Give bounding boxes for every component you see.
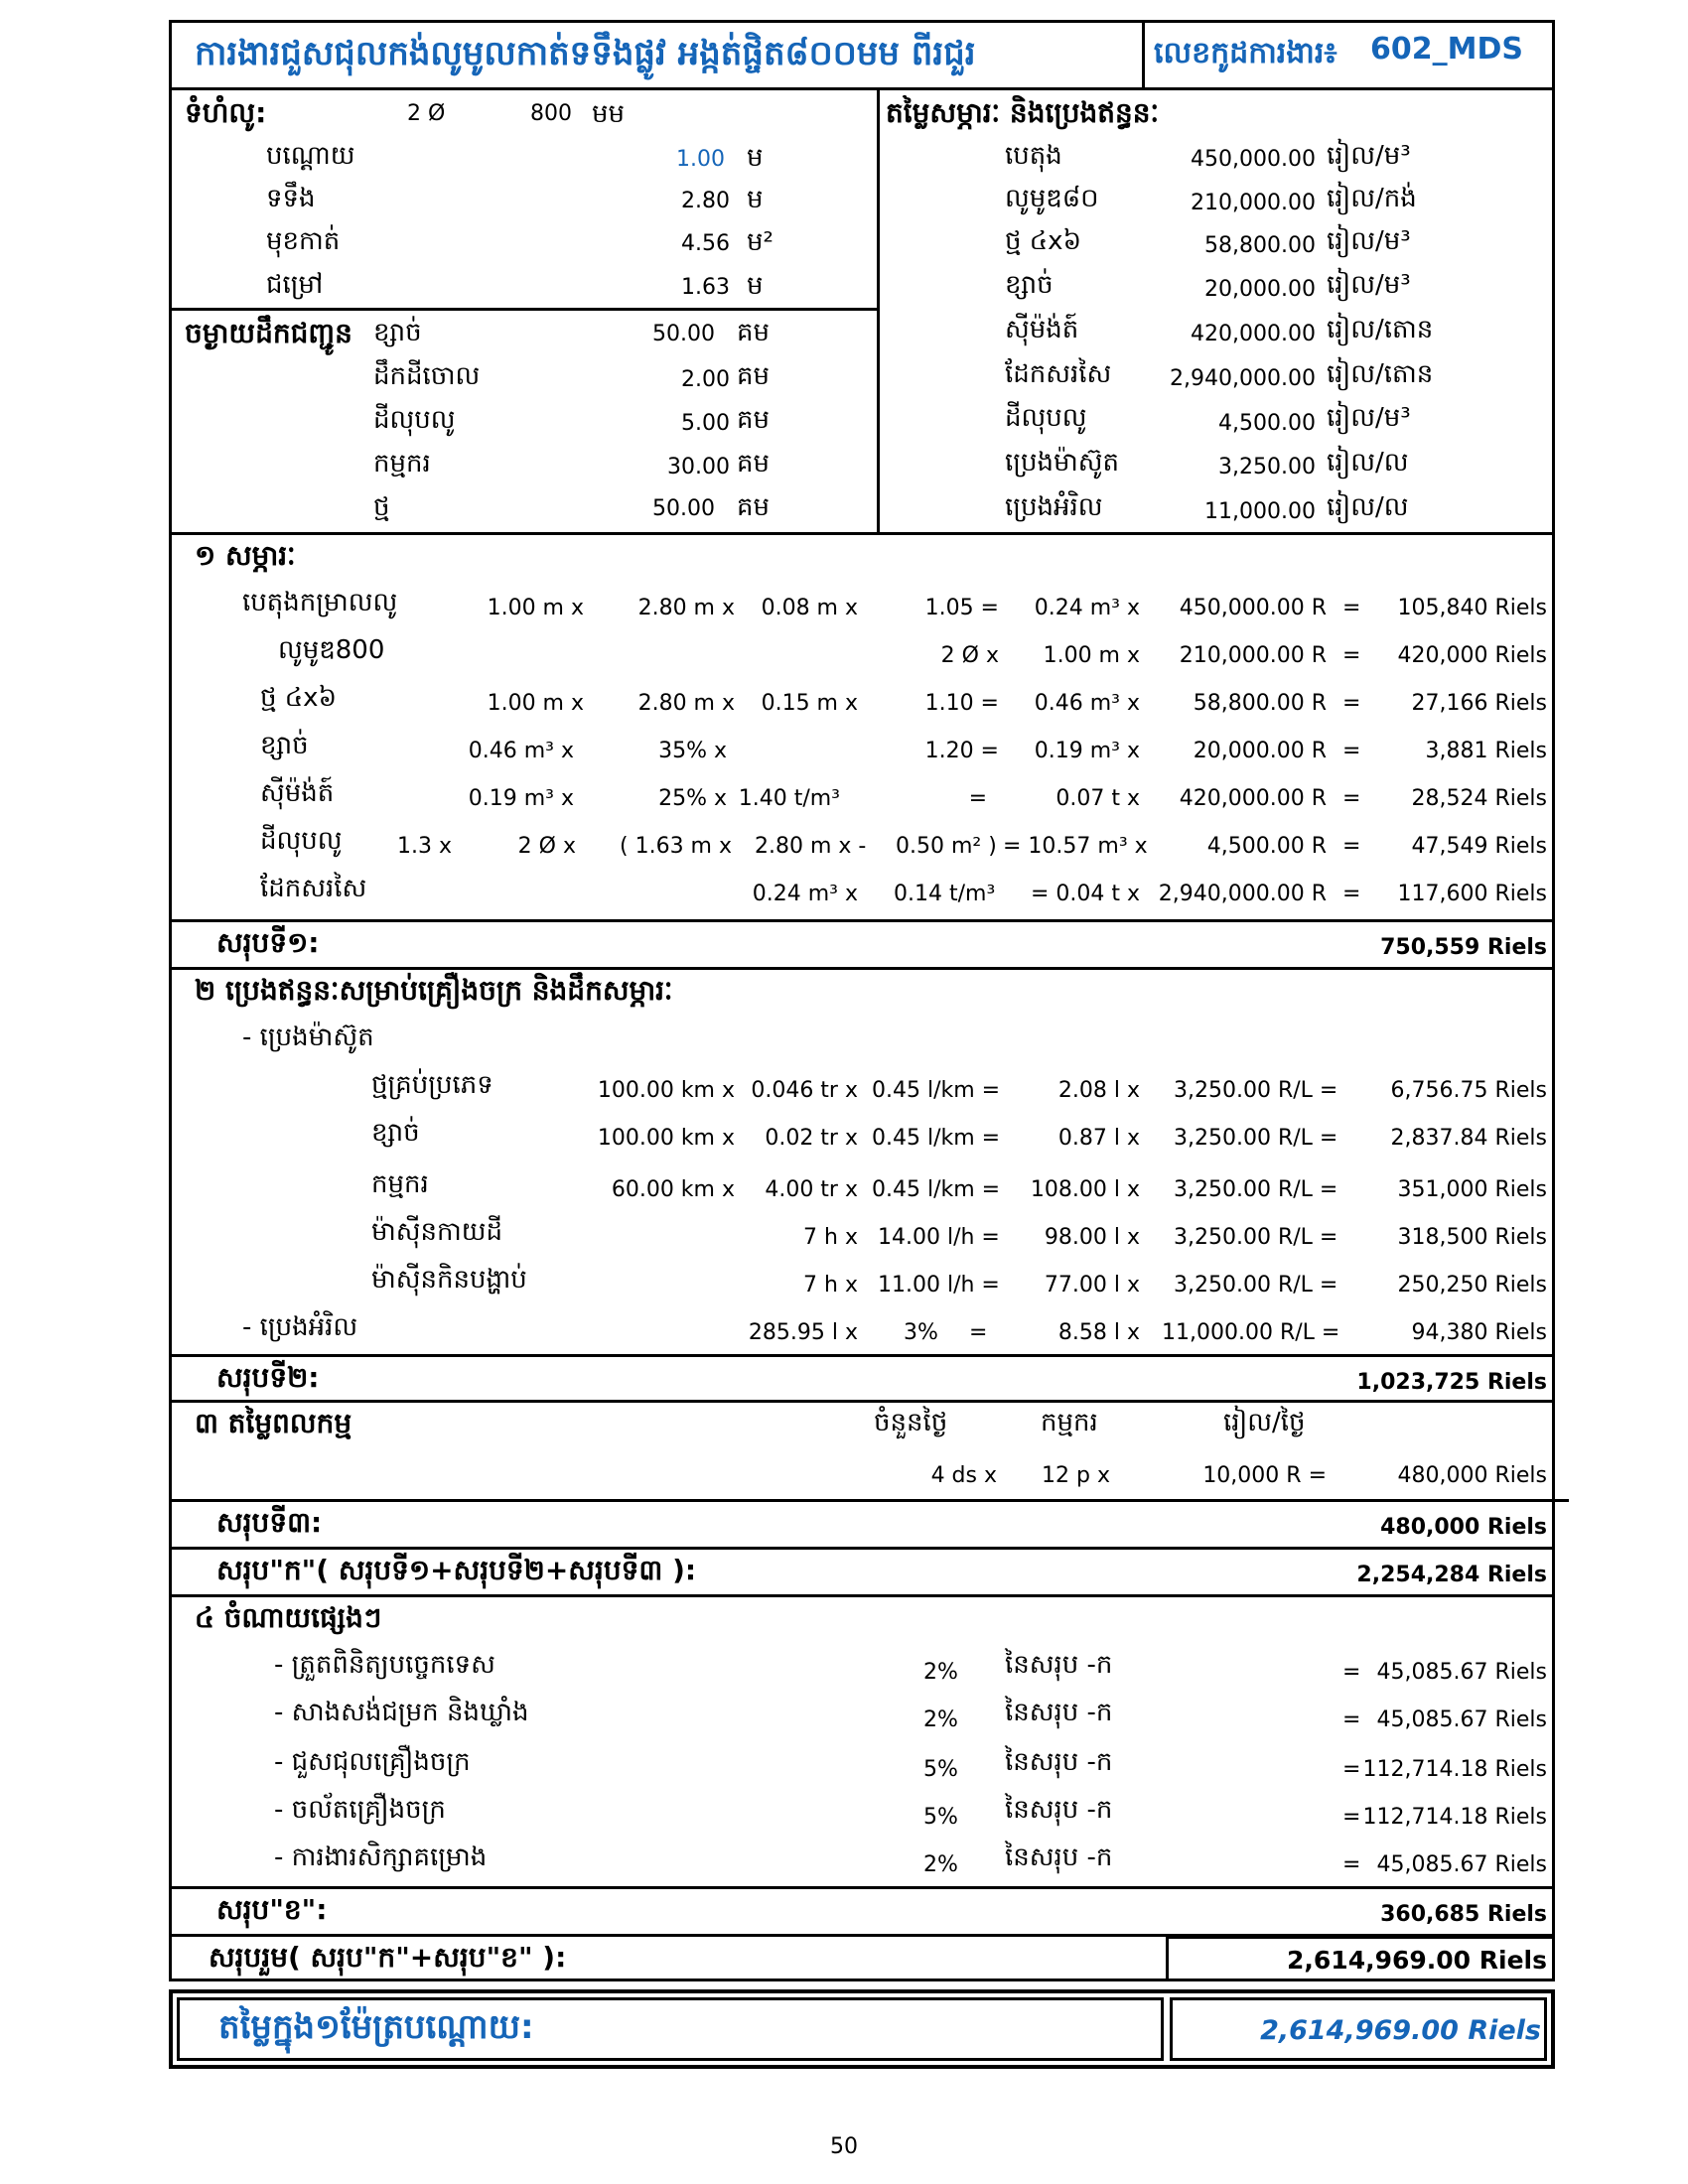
sum-a-value: 2,254,284 Riels <box>1356 1563 1547 1587</box>
labour-days-header: ចំនួនថ្ងៃ <box>874 1408 948 1437</box>
transport-heading: ចម្ងាយដឹកជញ្ជូន <box>185 317 352 349</box>
info-bottom-line <box>169 532 1555 535</box>
sum-b-value: 360,685 Riels <box>1380 1902 1547 1927</box>
section3-subtotal-bottom <box>169 1547 1555 1550</box>
section2-subtotal: 1,023,725 Riels <box>1356 1370 1547 1395</box>
section2-subtotal-top <box>169 1354 1555 1357</box>
sum-a-label: សរុប"ក"( សរុបទី១+សរុបទី២+សរុបទី៣ ): <box>216 1554 697 1586</box>
document-title: ការងារជួសជុលកង់លូមូលកាត់ទទឹងផ្លូវ អង្កត់ផ្ចិត៨០០មម ពីរជួរ <box>195 34 976 73</box>
header-divider <box>1142 20 1145 87</box>
pipe-count: 2 Ø <box>407 101 446 126</box>
prices-heading: តម្លៃសម្ភារៈ និងប្រេងឥន្ធនៈ <box>886 96 1160 129</box>
page-number: 50 <box>830 2134 858 2159</box>
section3-heading: ៣ តម្លៃពលកម្ម <box>195 1407 352 1439</box>
dimensions-heading: ទំហំលូ: <box>185 96 267 129</box>
work-code: 602_MDS <box>1370 32 1523 67</box>
per-meter-label: តម្លៃក្នុង១ម៉ែត្របណ្ដោយ: <box>218 2007 534 2047</box>
labour-rate-header: រៀល/ថ្ងៃ <box>1223 1408 1306 1437</box>
diesel-label: - ប្រេងម៉ាស៊ូត <box>242 1023 374 1052</box>
section1-heading: ១ សម្ភារៈ <box>195 539 296 572</box>
section3-subtotal: 480,000 Riels <box>1380 1515 1547 1540</box>
pipe-unit: មម <box>592 99 626 129</box>
work-code-label: លេខកូដការងារ៖ <box>1154 36 1337 70</box>
section3-subtotal-top <box>169 1499 1569 1502</box>
grand-total-label: សរុបរួម( សរុប"ក"+សរុប"ខ" ): <box>209 1941 567 1974</box>
section2-subtotal-bottom <box>169 1400 1555 1403</box>
sum-b-top <box>169 1886 1555 1889</box>
per-meter-value: 2,614,969.00 Riels <box>1260 2015 1541 2046</box>
labour-workers-header: កម្មករ <box>1041 1408 1098 1437</box>
section2-heading: ២ ប្រេងឥន្ធនៈសម្រាប់គ្រឿងចក្រ និងដឹកសម្ភារៈ <box>195 974 673 1007</box>
pipe-diameter: 800 <box>530 101 572 126</box>
section1-subtotal: 750,559 Riels <box>1380 935 1547 960</box>
sum-b-label: សរុប"ខ": <box>216 1893 328 1926</box>
dimensions-bottom-line <box>169 308 880 311</box>
section1-subtotal-bottom <box>169 967 1555 970</box>
header-bottom-line <box>169 87 1555 90</box>
section1-subtotal-label: សរុបទី១: <box>216 926 320 959</box>
section2-subtotal-label: សរុបទី២: <box>216 1361 320 1394</box>
sum-a-bottom <box>169 1594 1555 1597</box>
section4-heading: ៤ ចំណាយផ្សេងៗ <box>195 1601 382 1634</box>
lube-label: - ប្រេងអំរិល <box>242 1312 358 1342</box>
grand-total-value: 2,614,969.00 Riels <box>1287 1946 1547 1975</box>
info-center-divider <box>877 87 880 534</box>
section1-subtotal-top <box>169 919 1555 922</box>
section3-subtotal-label: សរុបទី៣: <box>216 1506 323 1539</box>
